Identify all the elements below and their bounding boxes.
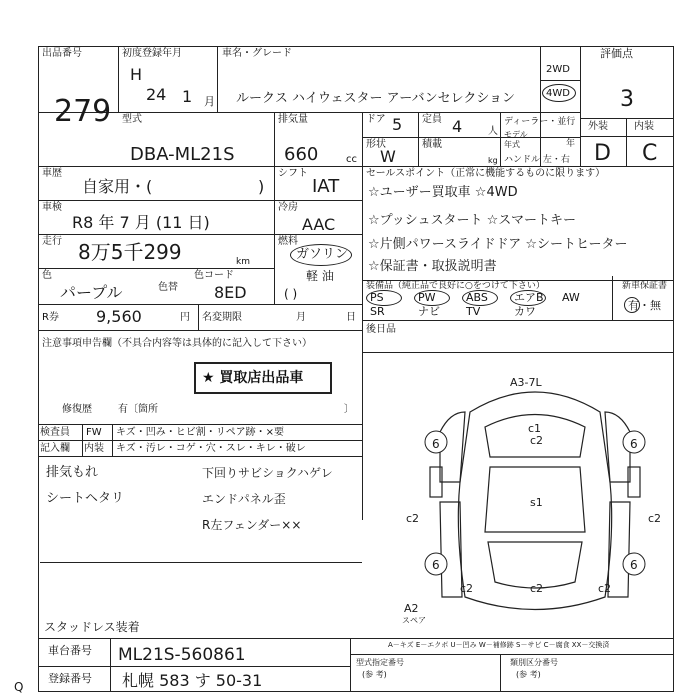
repair-label: 修復歴 bbox=[62, 404, 92, 415]
diag-mark-c2-l: c2 bbox=[406, 512, 420, 525]
equipment-item: AW bbox=[562, 291, 580, 304]
diag-mark-c2-b2: c2 bbox=[598, 582, 612, 595]
color-code-label: 色コード bbox=[194, 270, 234, 281]
note-1: 排気もれ bbox=[46, 465, 99, 480]
equipment-item: PS bbox=[370, 291, 384, 304]
doors-value: 5 bbox=[392, 115, 403, 134]
equipment-grid bbox=[370, 292, 610, 322]
diagram-top-note: A3-7L bbox=[510, 376, 542, 389]
mileage-value: 8万5千299 bbox=[78, 240, 182, 264]
first-reg-month: 1 bbox=[182, 87, 193, 106]
first-reg-month-unit: 月 bbox=[204, 95, 215, 108]
inspector-label1: 検査員 bbox=[40, 427, 70, 438]
cooling-label: 冷房 bbox=[278, 202, 298, 213]
drive-2wd: 2WD bbox=[546, 64, 570, 75]
equipment-label: 装備品（純正品で良好に○をつけて下さい） bbox=[366, 281, 545, 291]
fuel-value: ガソリン bbox=[296, 247, 349, 262]
shape-label: 形状 bbox=[366, 139, 386, 150]
history-label: 車歴 bbox=[42, 168, 62, 179]
repair-value: 有〔箇所 bbox=[118, 404, 158, 415]
cooling-value: AAC bbox=[302, 215, 336, 234]
sales-point-4: ☆保証書・取扱説明書 bbox=[368, 259, 497, 274]
equipment-item-circle bbox=[462, 290, 498, 306]
lot-label: 出品番号 bbox=[42, 48, 82, 59]
sales-point-label: セールスポイント（正常に機能するものに限ります） bbox=[366, 168, 606, 179]
shape-value: W bbox=[380, 147, 396, 166]
fuel-value2: 軽 油 bbox=[306, 269, 334, 283]
chassis-label: 車台番号 bbox=[48, 644, 92, 657]
inspection-label: 車検 bbox=[42, 202, 62, 213]
legend-f2-ref: (参 考) bbox=[516, 670, 541, 679]
history-close: ) bbox=[258, 177, 265, 196]
displacement-unit: cc bbox=[346, 154, 357, 165]
equipment-item: ナビ bbox=[418, 305, 440, 318]
equipment-item-circle bbox=[366, 290, 402, 306]
fuel-paren: ( ) bbox=[284, 287, 298, 301]
handle-label: ハンドル 左・右 bbox=[504, 155, 570, 165]
corner-mark: Q bbox=[14, 680, 24, 694]
history-value: 自家用・( bbox=[82, 177, 153, 196]
note-5: R左フェンダー×× bbox=[202, 518, 302, 532]
load-unit: kg bbox=[488, 156, 498, 165]
warranty-label: 新車保証書 bbox=[622, 281, 668, 291]
limit-label: 名変期限 bbox=[202, 312, 242, 323]
lot-number: 279 bbox=[54, 94, 112, 129]
legend-f1-ref: (参 考) bbox=[362, 670, 387, 679]
diag-mark-a2: A2 bbox=[404, 602, 419, 615]
load-label: 積載 bbox=[422, 139, 442, 150]
score-int-value: C bbox=[642, 141, 658, 166]
displacement-label: 排気量 bbox=[278, 114, 308, 125]
inspector-fw: FW bbox=[86, 427, 102, 438]
legend-f1: 型式指定番号 bbox=[356, 658, 404, 667]
inspector-label2: 記入欄 bbox=[40, 443, 70, 454]
repair-close: 〕 bbox=[344, 404, 354, 415]
rear-label: 後日品 bbox=[366, 324, 396, 335]
plate-value: 札幌 583 す 50-31 bbox=[122, 671, 263, 690]
diag-mark-c1-top: c1 bbox=[528, 422, 542, 435]
diag-mark-br: 6 bbox=[630, 558, 638, 572]
shift-value: IAT bbox=[312, 176, 340, 197]
notes-label: 注意事項申告欄（不具合内容等は具体的に記入して下さい） bbox=[42, 338, 312, 349]
diag-mark-c2-b1: c2 bbox=[530, 582, 544, 595]
diag-mark-spare-text: スペア bbox=[402, 616, 426, 625]
sales-point-1: ☆ユーザー買取車 ☆4WD bbox=[368, 185, 518, 200]
equipment-item: TV bbox=[466, 305, 481, 318]
legend-f2: 類別区分番号 bbox=[510, 658, 558, 667]
sales-point-3: ☆片側パワースライドドア ☆シートヒーター bbox=[368, 237, 628, 252]
limit-month: 月 bbox=[296, 312, 306, 323]
first-reg-year: 24 bbox=[146, 85, 167, 104]
equipment-item: カワ bbox=[514, 305, 536, 318]
first-reg-era: H bbox=[130, 65, 143, 84]
model-year-unit: 年 bbox=[566, 139, 576, 149]
color-change-label: 色替 bbox=[158, 282, 178, 293]
warranty-circle bbox=[624, 297, 640, 313]
diag-mark-bl: 6 bbox=[432, 558, 440, 572]
equipment-item: ABS bbox=[466, 291, 488, 304]
fuel-label: 燃料 bbox=[278, 236, 298, 247]
model-year-label: モデル年式 bbox=[504, 130, 528, 149]
dealer-label: ディーラー・並行 bbox=[504, 117, 576, 127]
recycle-unit: 円 bbox=[180, 312, 190, 323]
mileage-label: 走行 bbox=[42, 236, 62, 247]
diag-mark-c2-top: c2 bbox=[530, 434, 544, 447]
note-4: エンドパネル歪 bbox=[202, 492, 286, 506]
capacity-label: 定員 bbox=[422, 114, 442, 125]
sales-point-2: ☆プッシュスタート ☆スマートキー bbox=[368, 213, 577, 228]
car-name-value: ルークス ハイウェスター アーバンセレクション bbox=[236, 91, 516, 106]
legend-text: A－キズ E－エクボ U－凹み W－補修跡 S－サビ C－腐食 XX－交換済 bbox=[388, 641, 610, 649]
equipment-item-circle bbox=[510, 290, 546, 306]
diag-mark-c2-r: c2 bbox=[648, 512, 662, 525]
score-ext-value: D bbox=[594, 141, 611, 166]
equipment-item: SR bbox=[370, 305, 385, 318]
inspector-fw-items: キズ・凹み・ヒビ割・リペア跡・×要 bbox=[116, 427, 284, 438]
inspector-int: 内装 bbox=[84, 443, 104, 454]
doors-label: ドア bbox=[366, 114, 386, 125]
capacity-value: 4 bbox=[452, 117, 463, 136]
first-reg-label: 初度登録年月 bbox=[122, 48, 182, 59]
equipment-item: エアB bbox=[514, 291, 544, 304]
color-value: パープル bbox=[60, 283, 123, 302]
diag-mark-c2-b3: c2 bbox=[460, 582, 474, 595]
diag-mark-tr: 6 bbox=[630, 437, 638, 451]
plate-label: 登録番号 bbox=[48, 672, 92, 685]
recycle-label: R券 bbox=[42, 312, 59, 323]
diag-mark-tl: 6 bbox=[432, 437, 440, 451]
studless-note: スタッドレス装着 bbox=[44, 620, 140, 634]
limit-day: 日 bbox=[346, 312, 356, 323]
inspector-int-items: キズ・汚レ・コゲ・穴・スレ・キレ・破レ bbox=[116, 443, 306, 454]
model-value: DBA-ML21S bbox=[130, 144, 235, 165]
recycle-value: 9,560 bbox=[96, 307, 142, 326]
color-label: 色 bbox=[42, 270, 52, 281]
drive-4wd: 4WD bbox=[546, 88, 570, 99]
notes-stamp: ★ 買取店出品車 bbox=[202, 370, 304, 386]
model-label: 型式 bbox=[122, 114, 142, 125]
score-ext-label: 外装 bbox=[588, 121, 608, 132]
note-3: 下回りサビショクハゲレ bbox=[202, 466, 333, 480]
score-int-label: 内装 bbox=[634, 121, 654, 132]
chassis-value: ML21S-560861 bbox=[118, 645, 246, 665]
displacement-value: 660 bbox=[284, 144, 319, 165]
capacity-unit: 人 bbox=[488, 126, 498, 137]
equipment-item-circle bbox=[414, 290, 450, 306]
score-value: 3 bbox=[620, 87, 634, 112]
color-code-value: 8ED bbox=[214, 283, 247, 302]
equipment-item: PW bbox=[418, 291, 436, 304]
warranty-value: 有・無 bbox=[628, 299, 661, 312]
mileage-unit: km bbox=[236, 257, 250, 267]
inspection-value: R8 年 7 月 (11 日) bbox=[72, 213, 210, 232]
diag-mark-s1: s1 bbox=[530, 496, 543, 509]
shift-label: シフト bbox=[278, 168, 308, 179]
note-2: シートヘタリ bbox=[46, 491, 125, 506]
car-name-label: 車名・グレード bbox=[222, 48, 292, 59]
score-label: 評価点 bbox=[600, 47, 633, 60]
